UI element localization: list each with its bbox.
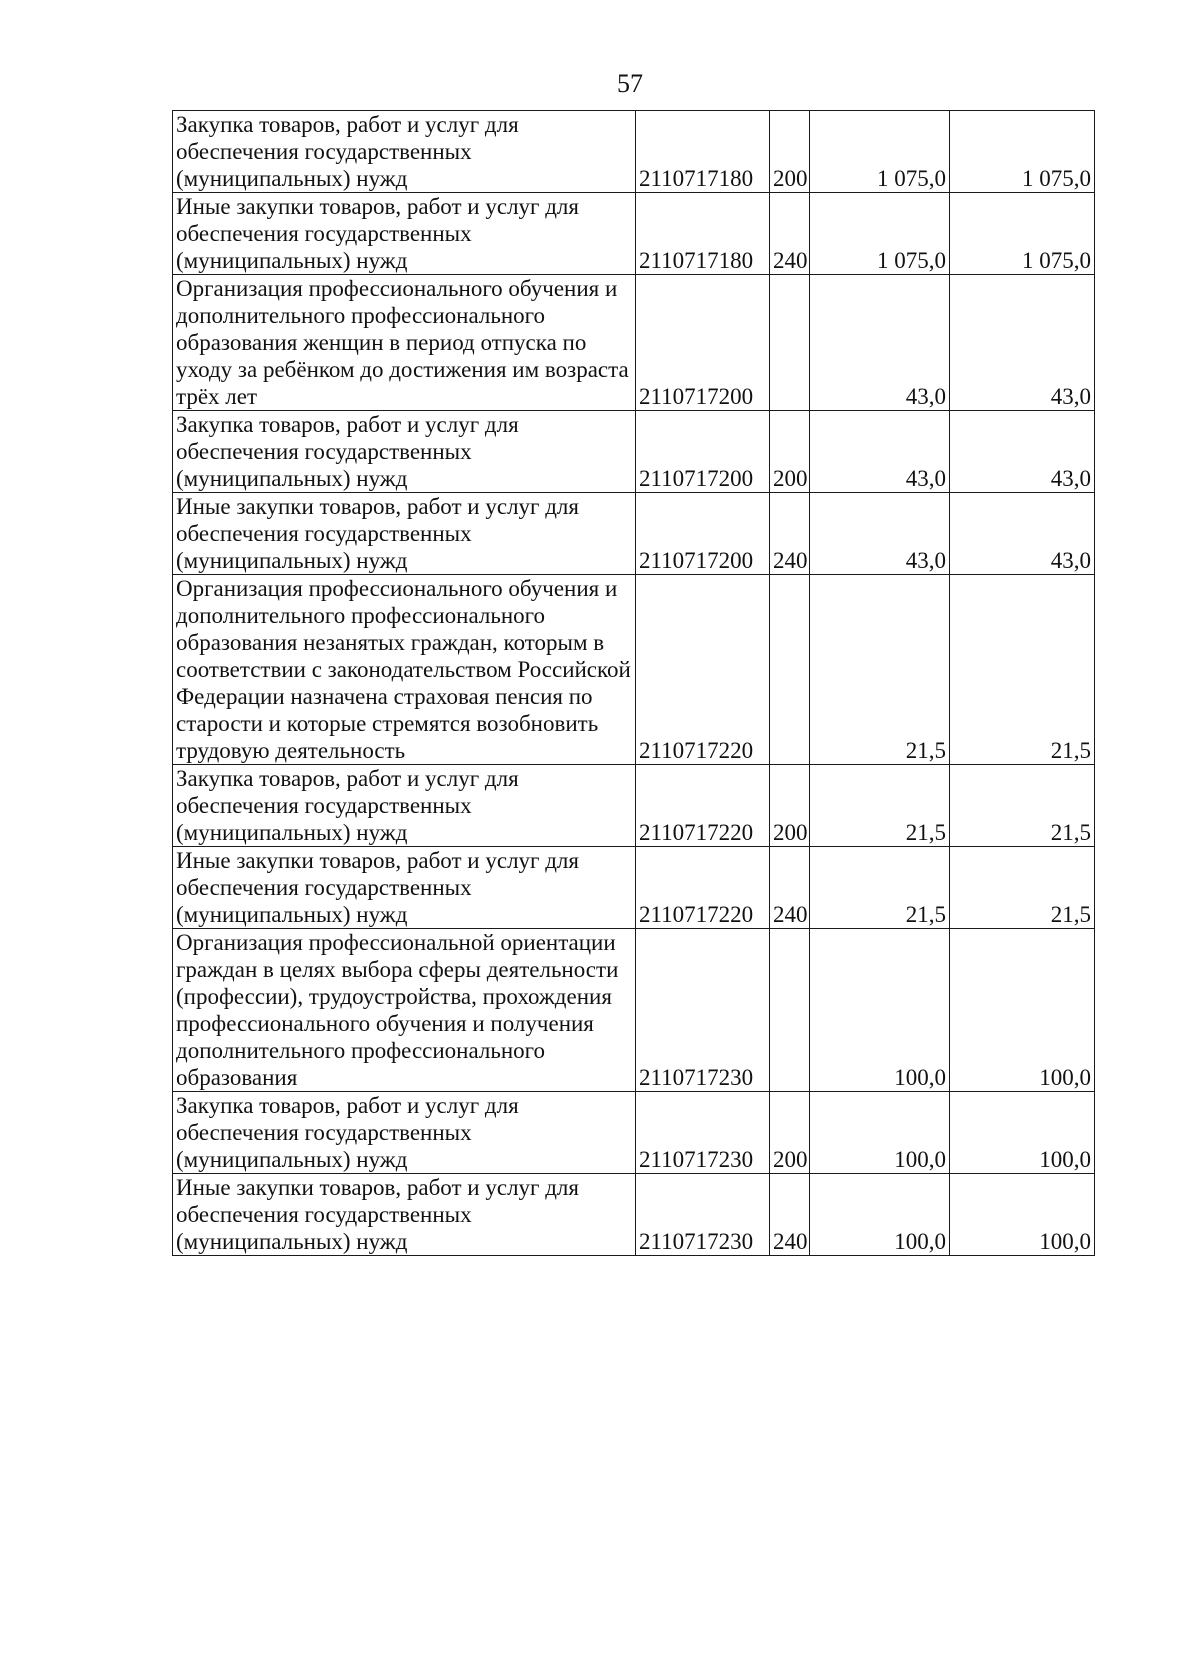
- amount-first: 100,0: [810, 1174, 950, 1256]
- expense-type-code: 240: [770, 493, 810, 575]
- table-row: [173, 275, 1095, 411]
- amount-first: 100,0: [810, 929, 950, 1092]
- amount-second: 21,5: [950, 575, 1095, 765]
- amount-second: 43,0: [950, 411, 1095, 493]
- expense-name: Закупка товаров, работ и услуг для обеспечения государственных (муниципальных) нужд: [173, 1092, 636, 1174]
- expense-name: Организация профессиональной ориентации граждан в целях выбора сферы деятельности (профессии), трудоустройства, прохождения профессионального обучения и получения дополнительного профессионального образования: [173, 929, 636, 1092]
- table-row: [173, 1092, 1095, 1174]
- table-row: [173, 575, 1095, 765]
- amount-first: 21,5: [810, 847, 950, 929]
- amount-second: 43,0: [950, 493, 1095, 575]
- target-article-code: 2110717180: [636, 111, 770, 193]
- amount-second: 1 075,0: [950, 193, 1095, 275]
- page-number: 57: [617, 69, 643, 98]
- amount-first: 1 075,0: [810, 111, 950, 193]
- expense-name: Иные закупки товаров, работ и услуг для обеспечения государственных (муниципальных) нужд: [173, 193, 636, 275]
- expense-name: Иные закупки товаров, работ и услуг для обеспечения государственных (муниципальных) нужд: [173, 493, 636, 575]
- amount-first: 100,0: [810, 1092, 950, 1174]
- amount-second: 100,0: [950, 1174, 1095, 1256]
- table-row: [173, 111, 1095, 193]
- amount-first: 1 075,0: [810, 193, 950, 275]
- expense-type-code: [770, 275, 810, 411]
- amount-second: 100,0: [950, 1092, 1095, 1174]
- target-article-code: 2110717200: [636, 411, 770, 493]
- table-row: [173, 1174, 1095, 1256]
- expense-type-code: 200: [770, 411, 810, 493]
- expense-name: Организация профессионального обучения и дополнительного профессионального образования женщин в период отпуска по уходу за ребёнком до достижения им возраста трёх лет: [173, 275, 636, 411]
- expense-name: Закупка товаров, работ и услуг для обеспечения государственных (муниципальных) нужд: [173, 111, 636, 193]
- target-article-code: 2110717230: [636, 1174, 770, 1256]
- target-article-code: 2110717220: [636, 575, 770, 765]
- expense-type-code: [770, 929, 810, 1092]
- amount-first: 43,0: [810, 275, 950, 411]
- target-article-code: 2110717200: [636, 493, 770, 575]
- amount-second: 21,5: [950, 765, 1095, 847]
- expense-type-code: 200: [770, 111, 810, 193]
- expense-name: Иные закупки товаров, работ и услуг для обеспечения государственных (муниципальных) нужд: [173, 847, 636, 929]
- expense-type-code: 240: [770, 847, 810, 929]
- amount-first: 21,5: [810, 575, 950, 765]
- table-row: [173, 493, 1095, 575]
- expense-type-code: 200: [770, 765, 810, 847]
- amount-second: 1 075,0: [950, 111, 1095, 193]
- amount-first: 43,0: [810, 493, 950, 575]
- expense-name: Организация профессионального обучения и дополнительного профессионального образования незанятых граждан, которым в соответствии с законодательством Российской Федерации назначена страховая пенсия по старости и которые стремятся возобновить трудовую деятельность: [173, 575, 636, 765]
- target-article-code: 2110717220: [636, 765, 770, 847]
- table-row: [173, 847, 1095, 929]
- target-article-code: 2110717220: [636, 847, 770, 929]
- expense-name: Закупка товаров, работ и услуг для обеспечения государственных (муниципальных) нужд: [173, 765, 636, 847]
- target-article-code: 2110717200: [636, 275, 770, 411]
- table-row: [173, 929, 1095, 1092]
- amount-first: 21,5: [810, 765, 950, 847]
- expense-type-code: 240: [770, 1174, 810, 1256]
- expense-name: Закупка товаров, работ и услуг для обеспечения государственных (муниципальных) нужд: [173, 411, 636, 493]
- table-row: [173, 765, 1095, 847]
- expense-type-code: 200: [770, 1092, 810, 1174]
- target-article-code: 2110717180: [636, 193, 770, 275]
- amount-first: 43,0: [810, 411, 950, 493]
- amount-second: 21,5: [950, 847, 1095, 929]
- target-article-code: 2110717230: [636, 929, 770, 1092]
- table-row: [173, 411, 1095, 493]
- expense-type-code: [770, 575, 810, 765]
- amount-second: 100,0: [950, 929, 1095, 1092]
- budget-table: [172, 110, 1095, 1256]
- amount-second: 43,0: [950, 275, 1095, 411]
- expense-name: Иные закупки товаров, работ и услуг для обеспечения государственных (муниципальных) нужд: [173, 1174, 636, 1256]
- target-article-code: 2110717230: [636, 1092, 770, 1174]
- expense-type-code: 240: [770, 193, 810, 275]
- table-row: [173, 193, 1095, 275]
